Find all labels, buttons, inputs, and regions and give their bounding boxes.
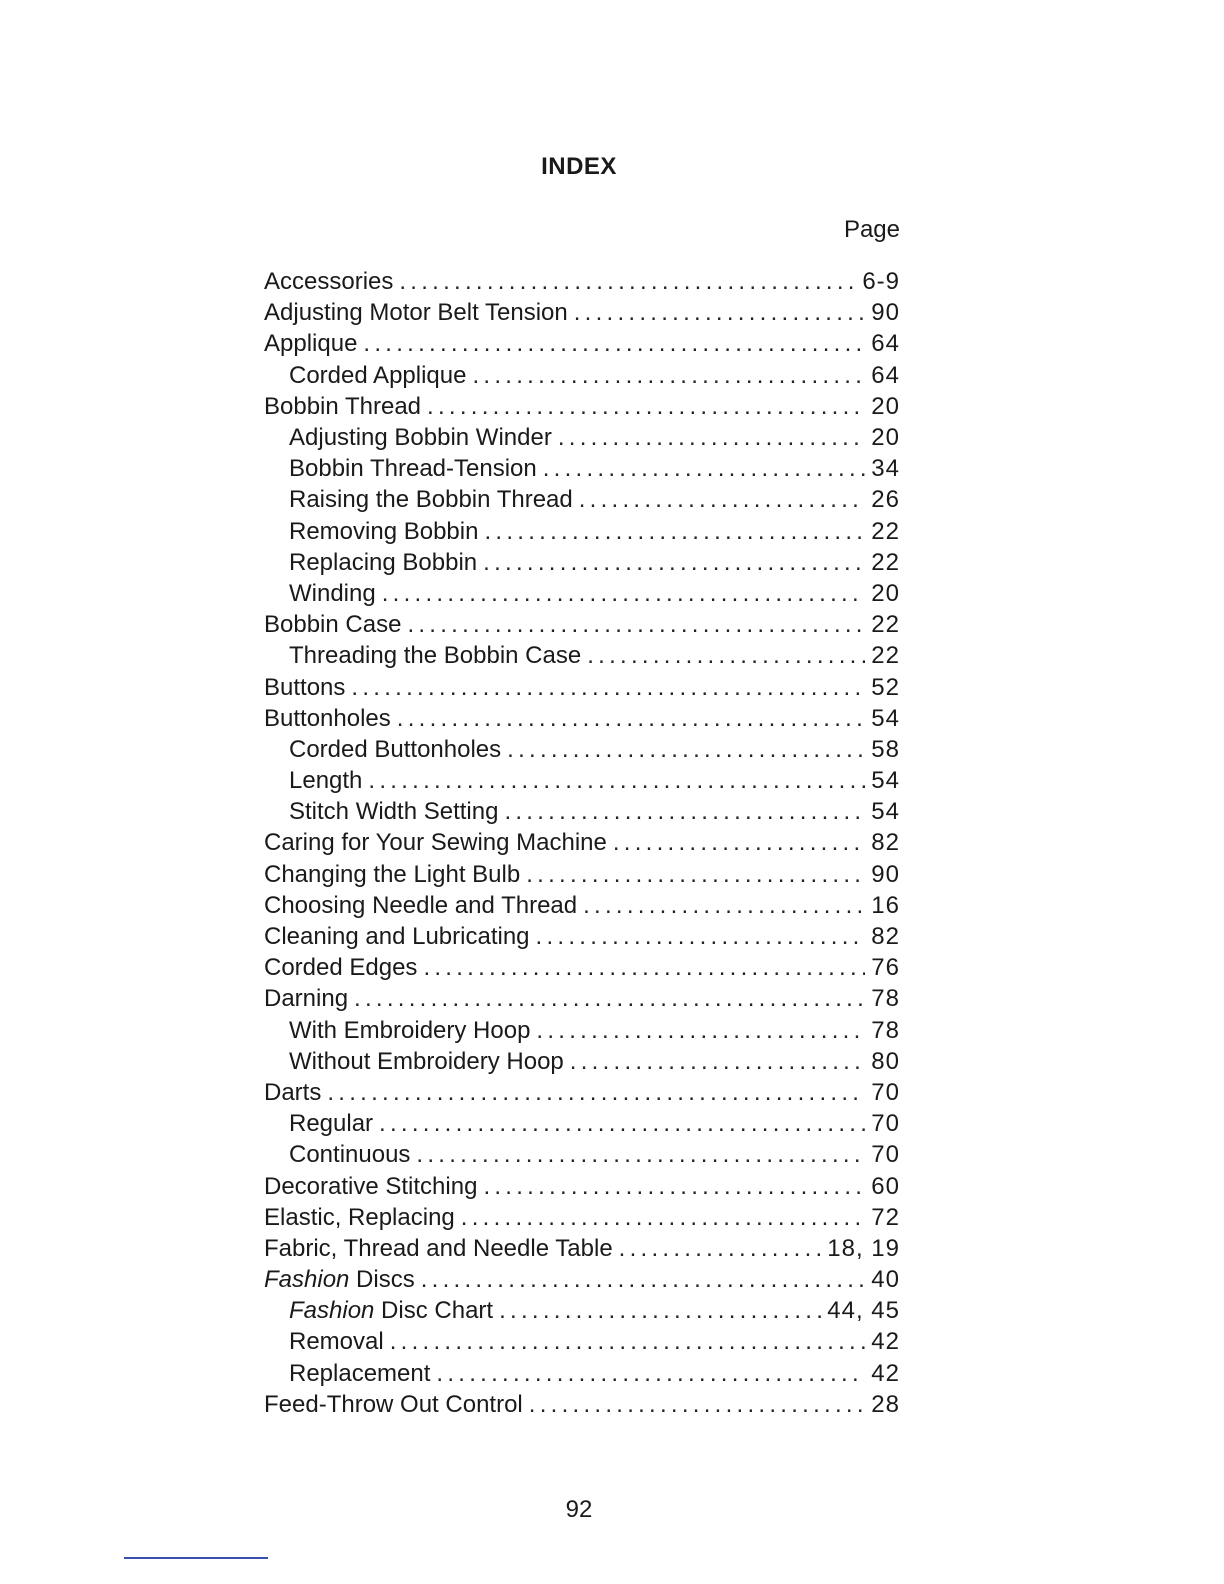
- entry-page: 82: [871, 829, 900, 857]
- dot-leader: [483, 1171, 865, 1202]
- entry-label-italic: Fashion: [264, 1266, 350, 1294]
- entry-page: 70: [871, 1078, 900, 1106]
- entry-label: [264, 1264, 415, 1295]
- corner-rule: [124, 1557, 268, 1559]
- dot-leader: [423, 952, 865, 983]
- entry-label: Removing Bobbin: [289, 517, 479, 545]
- entry-label-text: Disc Chart: [374, 1297, 494, 1325]
- entry-label: Corded Edges: [264, 954, 418, 982]
- entry-label: Buttonholes: [264, 704, 391, 732]
- entry-page: 54: [871, 798, 900, 826]
- entry-label: Cleaning and Lubricating: [264, 923, 530, 951]
- entry-page: 80: [871, 1047, 900, 1075]
- dot-leader: [397, 703, 866, 734]
- entry-label: Changing the Light Bulb: [264, 860, 521, 888]
- index-entry: [264, 640, 900, 671]
- index-entry: [264, 1046, 900, 1077]
- dot-leader: [613, 827, 865, 858]
- entry-page: 54: [871, 704, 900, 732]
- index-entry: [264, 703, 900, 734]
- entry-page: 44, 45: [827, 1297, 900, 1325]
- entry-label: Corded Applique: [289, 361, 467, 389]
- entry-label: Adjusting Bobbin Winder: [289, 424, 552, 452]
- dot-leader: [368, 765, 865, 796]
- entry-label: Length: [289, 767, 363, 795]
- entry-label: Without Embroidery Hoop: [289, 1047, 564, 1075]
- entry-label: Removal: [289, 1328, 384, 1356]
- dot-leader: [416, 1139, 865, 1170]
- index-entry: [264, 609, 900, 640]
- index-entry: [264, 516, 900, 547]
- dot-leader: [579, 484, 866, 515]
- entry-page: 34: [871, 455, 900, 483]
- dot-leader: [407, 609, 865, 640]
- entry-page: 54: [871, 767, 900, 795]
- entry-label: Choosing Needle and Thread: [264, 891, 578, 919]
- index-entry: [264, 266, 900, 297]
- index-entry: [264, 1264, 900, 1295]
- entry-label: Raising the Bobbin Thread: [289, 486, 573, 514]
- index-entry: [264, 1170, 900, 1201]
- dot-leader: [421, 1264, 866, 1295]
- index-entry: [264, 1295, 900, 1326]
- entry-page: 6-9: [862, 268, 900, 296]
- entry-label: Darts: [264, 1078, 322, 1106]
- entry-page: 72: [871, 1203, 900, 1231]
- dot-leader: [461, 1202, 866, 1233]
- index-entry: [264, 765, 900, 796]
- entry-label: Caring for Your Sewing Machine: [264, 829, 607, 857]
- dot-leader: [587, 640, 865, 671]
- dot-leader: [619, 1233, 822, 1264]
- entry-label: With Embroidery Hoop: [289, 1016, 531, 1044]
- dot-leader: [351, 672, 865, 703]
- entry-label: Decorative Stitching: [264, 1172, 478, 1200]
- index-entry: [264, 422, 900, 453]
- entry-page: 52: [871, 673, 900, 701]
- dot-leader: [363, 328, 865, 359]
- dot-leader: [436, 1358, 865, 1389]
- index-entry: [264, 1389, 900, 1420]
- dot-leader: [570, 1046, 866, 1077]
- dot-leader: [390, 1326, 866, 1357]
- index-entry: [264, 671, 900, 702]
- index-entry: [264, 360, 900, 391]
- entry-page: 58: [871, 735, 900, 763]
- index-entry: [264, 983, 900, 1014]
- entry-page: 28: [871, 1390, 900, 1418]
- dot-leader: [427, 391, 865, 422]
- entry-label: Bobbin Thread: [264, 392, 422, 420]
- entry-label: Accessories: [264, 268, 394, 296]
- entry-page: 26: [871, 486, 900, 514]
- index-entry: [264, 827, 900, 858]
- entry-page: 70: [871, 1141, 900, 1169]
- index-entry: [264, 453, 900, 484]
- entry-page: 78: [871, 1016, 900, 1044]
- dot-leader: [379, 1108, 865, 1139]
- entry-label: Regular: [289, 1110, 374, 1138]
- entry-page: 22: [871, 517, 900, 545]
- entry-page: 78: [871, 985, 900, 1013]
- index-entry: [264, 952, 900, 983]
- index-title: INDEX: [541, 153, 617, 180]
- entry-label: Applique: [264, 330, 358, 358]
- page-number: 92: [565, 1496, 593, 1523]
- entry-page: 82: [871, 923, 900, 951]
- dot-leader: [507, 734, 865, 765]
- entry-label: Elastic, Replacing: [264, 1203, 455, 1231]
- entry-label-italic: Fashion: [289, 1297, 375, 1325]
- entry-label: Winding: [289, 579, 376, 607]
- dot-leader: [382, 578, 866, 609]
- index-entry: [264, 921, 900, 952]
- dot-leader: [484, 516, 865, 547]
- entry-label: Darning: [264, 985, 349, 1013]
- index-entry: [264, 1358, 900, 1389]
- index-entry: [264, 1233, 900, 1264]
- dot-leader: [536, 1015, 865, 1046]
- entry-page: 22: [871, 611, 900, 639]
- entry-label-text: Discs: [349, 1266, 415, 1294]
- dot-leader: [504, 796, 865, 827]
- dot-leader: [574, 297, 866, 328]
- index-entry: [264, 1015, 900, 1046]
- entry-page: 42: [871, 1328, 900, 1356]
- dot-leader: [543, 453, 866, 484]
- index-entry: [264, 890, 900, 921]
- index-entry: [264, 578, 900, 609]
- index-entry: [264, 547, 900, 578]
- dot-leader: [327, 1077, 865, 1108]
- index-entry: [264, 1139, 900, 1170]
- index-entry: [264, 1202, 900, 1233]
- dot-leader: [526, 859, 865, 890]
- dot-leader: [529, 1389, 866, 1420]
- entry-page: 22: [871, 548, 900, 576]
- page-column-label: Page: [843, 216, 900, 243]
- entry-page: 22: [871, 642, 900, 670]
- dot-leader: [354, 983, 865, 1014]
- dot-leader: [399, 266, 856, 297]
- entry-label: Replacing Bobbin: [289, 548, 478, 576]
- index-entry: [264, 734, 900, 765]
- index-entry: [264, 1326, 900, 1357]
- dot-leader: [483, 547, 865, 578]
- entry-page: 70: [871, 1110, 900, 1138]
- index-entry: [264, 484, 900, 515]
- entry-label: Feed-Throw Out Control: [264, 1390, 523, 1418]
- entry-label: Fabric, Thread and Needle Table: [264, 1234, 613, 1262]
- entry-page: 16: [871, 891, 900, 919]
- dot-leader: [558, 422, 865, 453]
- entry-page: 64: [871, 330, 900, 358]
- index-entry: [264, 1108, 900, 1139]
- index-entry: [264, 1077, 900, 1108]
- entry-page: 20: [871, 392, 900, 420]
- entry-page: 64: [871, 361, 900, 389]
- entry-label: Threading the Bobbin Case: [289, 642, 582, 670]
- entry-page: 60: [871, 1172, 900, 1200]
- entry-page: 20: [871, 424, 900, 452]
- entry-label: Bobbin Case: [264, 611, 402, 639]
- index-entry: [264, 859, 900, 890]
- entry-page: 18, 19: [827, 1234, 900, 1262]
- entry-label: Bobbin Thread-Tension: [289, 455, 537, 483]
- entry-page: 42: [871, 1359, 900, 1387]
- entry-label: Corded Buttonholes: [289, 735, 502, 763]
- entry-label: [289, 1295, 493, 1326]
- entry-label: Buttons: [264, 673, 346, 701]
- entry-page: 40: [871, 1266, 900, 1294]
- index-entry: [264, 391, 900, 422]
- entry-page: 90: [871, 299, 900, 327]
- dot-leader: [472, 360, 865, 391]
- entry-label: Stitch Width Setting: [289, 798, 499, 826]
- entry-page: 90: [871, 860, 900, 888]
- index-entry: [264, 297, 900, 328]
- entry-label: Replacement: [289, 1359, 431, 1387]
- entry-page: 76: [871, 954, 900, 982]
- dot-leader: [499, 1295, 821, 1326]
- entry-label: Continuous: [289, 1141, 411, 1169]
- index-entry: [264, 796, 900, 827]
- dot-leader: [536, 921, 866, 952]
- entry-label: Adjusting Motor Belt Tension: [264, 299, 568, 327]
- index-entries-list: [264, 266, 900, 1420]
- dot-leader: [583, 890, 865, 921]
- entry-page: 20: [871, 579, 900, 607]
- index-entry: [264, 328, 900, 359]
